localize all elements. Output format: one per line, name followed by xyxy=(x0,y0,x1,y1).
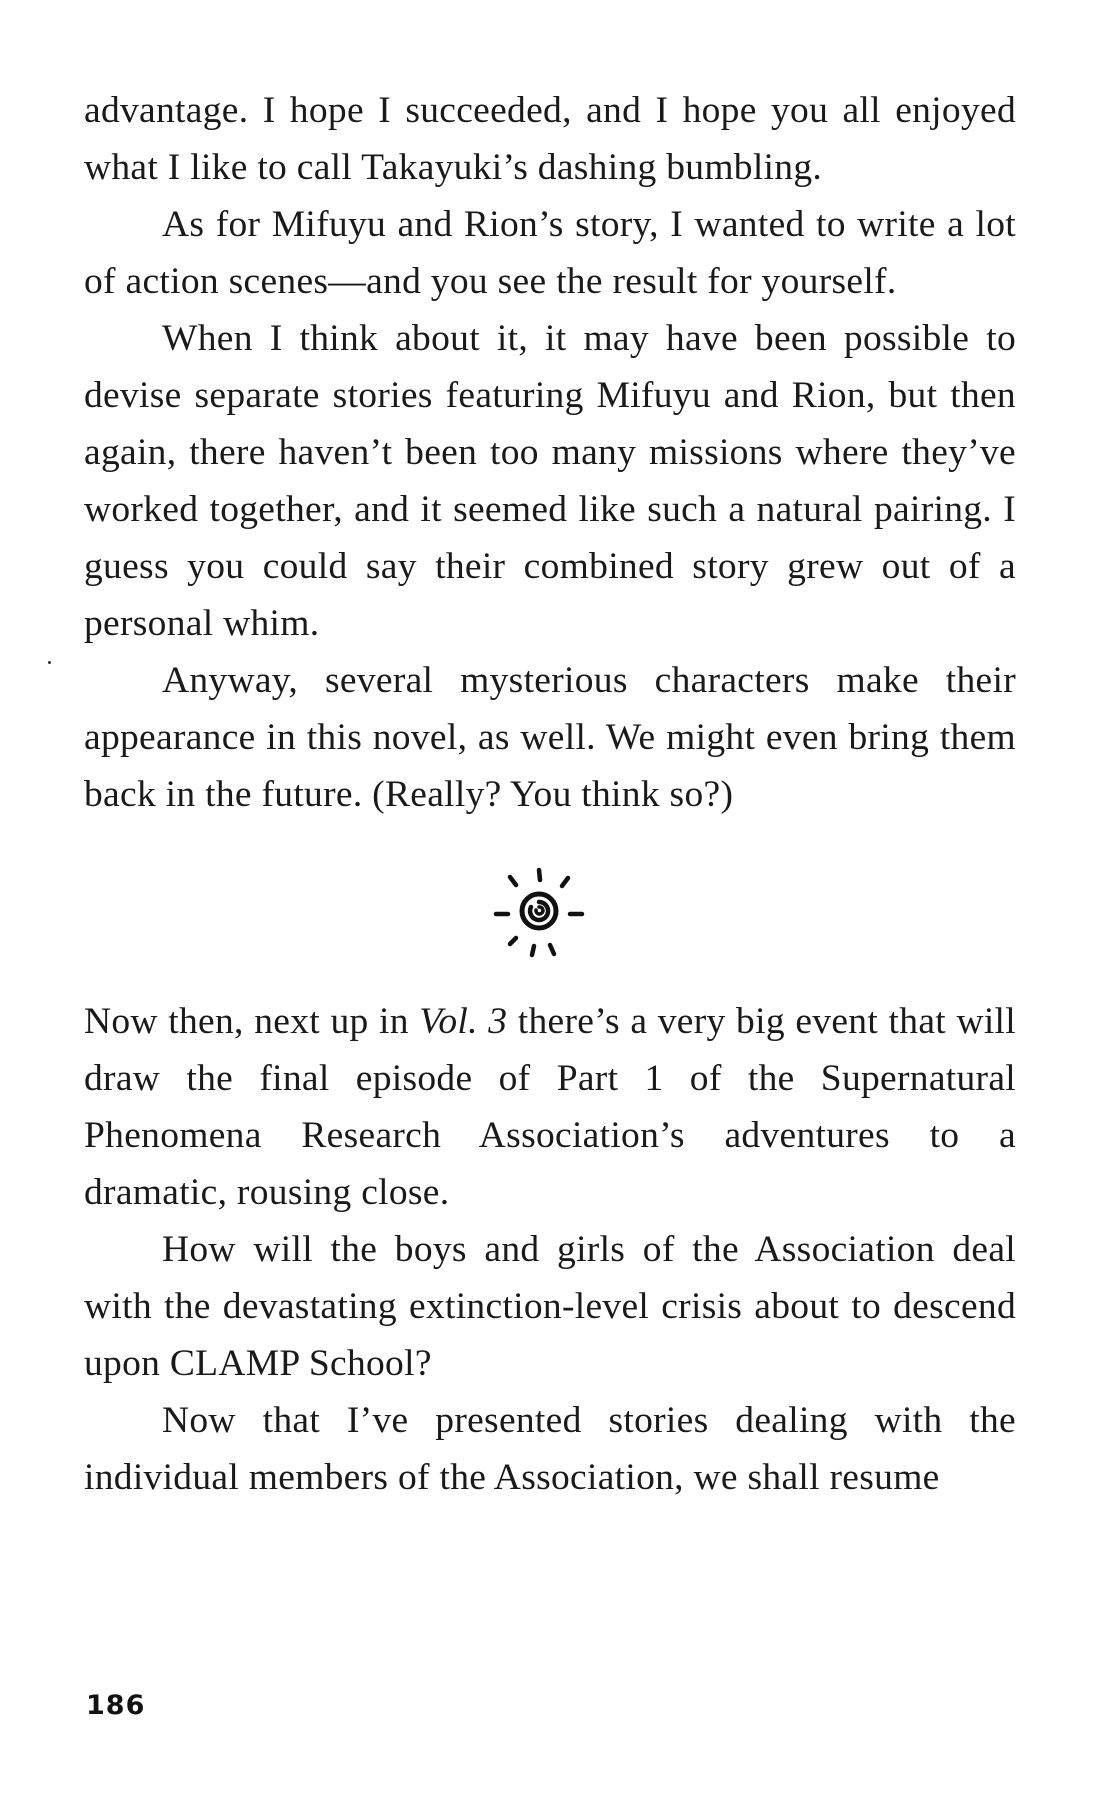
swirl-sun-icon xyxy=(484,856,594,966)
paragraph-2: As for Mifuyu and Rion’s story, I wanted to write a lot of action scenes—and you see the result for yourself. xyxy=(84,204,1016,302)
page-body xyxy=(84,82,1016,1506)
paragraph-5 xyxy=(84,993,1016,1221)
paragraph-5-start: Now then, next up in xyxy=(84,1001,420,1042)
volume-title: Vol. 3 xyxy=(419,1001,508,1042)
paragraph-5-end: there’s a very big event that will draw the final episode of Part 1 of the Supernatural Phenomena Research Association’s adventures to a dramatic, rousing close. xyxy=(84,1001,1016,1213)
paragraph-1: advantage. I hope I succeeded, and I hope you all enjoyed what I like to call Takayuki’s dashing bumbling. xyxy=(84,90,1016,188)
paragraph-4: Anyway, several mysterious characters make their appearance in this novel, as well. We might even bring them back in the future. (Really? You think so?) xyxy=(84,660,1016,815)
paragraph-3: When I think about it, it may have been possible to devise separate stories featuring Mifuyu and Rion, but then again, there haven’t been too many missions where they’ve worked together, and it seemed like such a natural pairing. I guess you could say their combined story grew out of a personal whim. xyxy=(84,318,1016,644)
paragraph-6: How will the boys and girls of the Association deal with the devastating extinction-level crisis about to descend upon CLAMP School? xyxy=(84,1229,1016,1384)
stray-ink-dot xyxy=(48,661,51,664)
section-break xyxy=(84,823,1016,993)
page-number: 186 xyxy=(86,1690,146,1721)
paragraph-7: Now that I’ve presented stories dealing with the individual members of the Association, we shall resume xyxy=(84,1400,1016,1498)
